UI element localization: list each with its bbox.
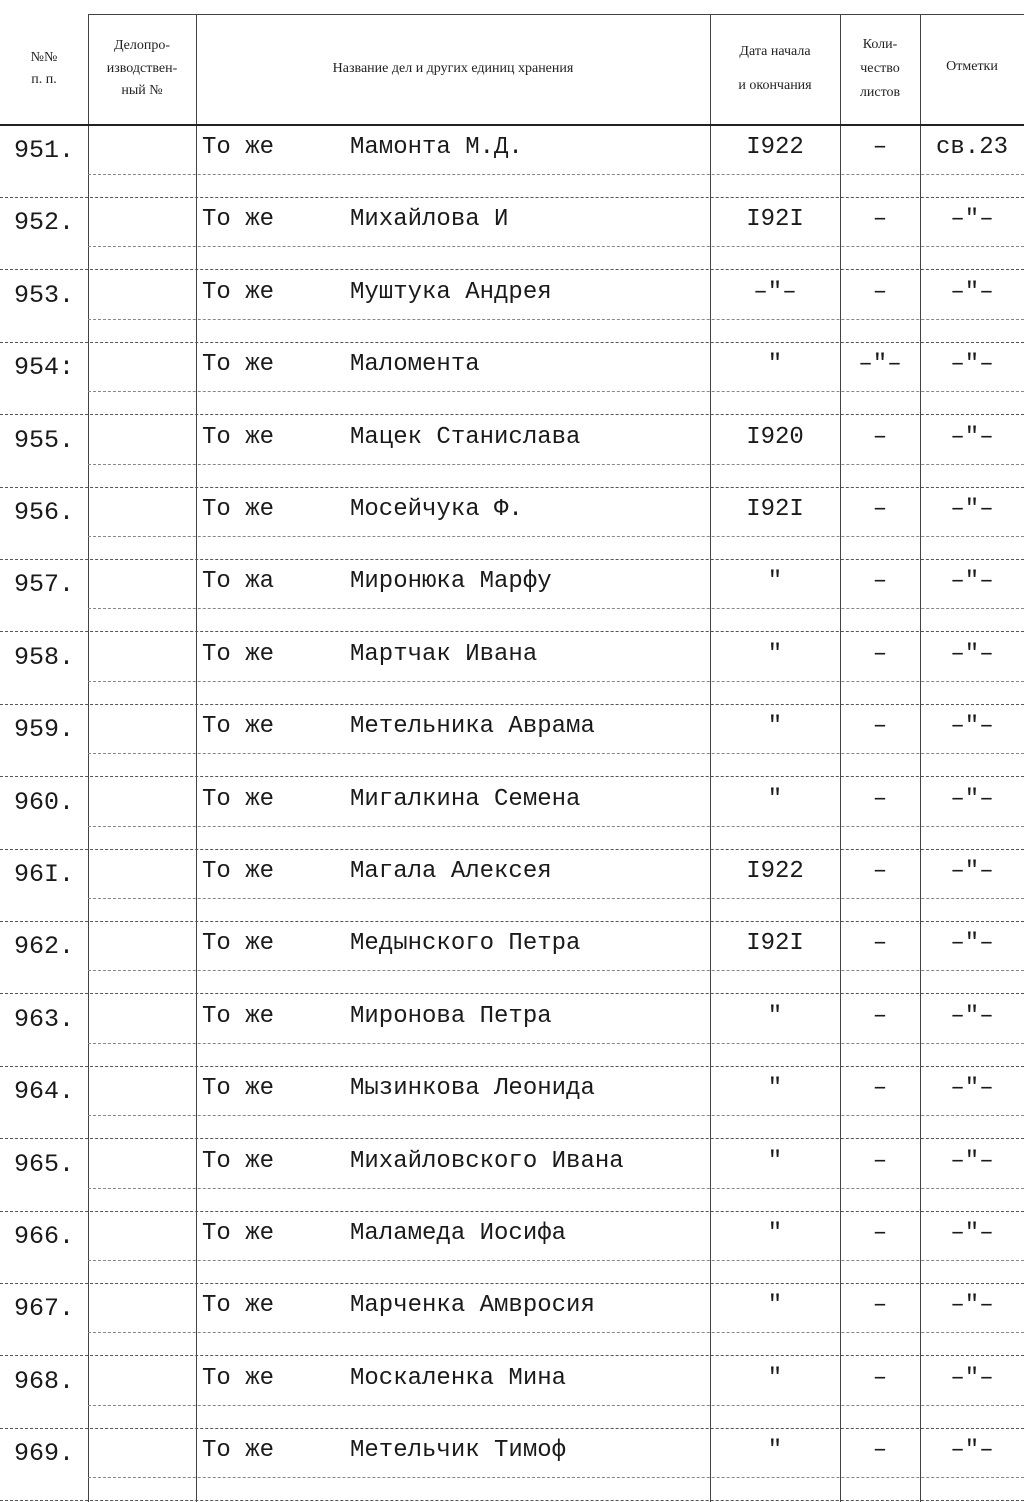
row-note: –"– bbox=[950, 351, 994, 379]
row-name: Магала Алексея bbox=[350, 858, 552, 885]
row-note: св.23 bbox=[935, 134, 1008, 161]
row-name: Метельника Аврама bbox=[350, 713, 595, 741]
row-date: " bbox=[767, 1147, 783, 1175]
row-sheet-count: – bbox=[872, 496, 888, 523]
row-date: " bbox=[767, 640, 783, 668]
row-date: " bbox=[767, 1002, 783, 1030]
row-prefix: То же bbox=[202, 785, 275, 813]
row-number: 954: bbox=[14, 353, 75, 383]
row-guide-line bbox=[88, 1260, 1024, 1261]
row-prefix: То же bbox=[202, 1075, 275, 1103]
table-row bbox=[0, 995, 1024, 1067]
row-note: –"– bbox=[950, 1292, 994, 1320]
row-name: Мамонта М.Д. bbox=[350, 134, 523, 161]
row-date: I920 bbox=[746, 423, 804, 451]
row-guide-line bbox=[88, 174, 1024, 175]
row-date: " bbox=[767, 1220, 783, 1247]
row-prefix: То же bbox=[202, 278, 275, 306]
row-name: Муштука Андрея bbox=[350, 278, 552, 306]
row-name: Михайловского Ивана bbox=[350, 1147, 624, 1175]
header-notes: Отметки bbox=[946, 59, 998, 74]
row-sheet-count: – bbox=[872, 1437, 888, 1465]
row-note: –"– bbox=[950, 1364, 994, 1392]
row-sheet-count: –"– bbox=[858, 351, 902, 379]
row-prefix: То жа bbox=[202, 568, 275, 596]
row-sheet-count: – bbox=[872, 640, 888, 668]
row-note: –"– bbox=[950, 568, 994, 596]
row-date: –"– bbox=[753, 278, 797, 306]
row-date: " bbox=[767, 351, 783, 379]
row-guide-line bbox=[88, 1188, 1024, 1189]
row-sheet-count: – bbox=[872, 278, 888, 306]
header-sheet-count: Коли- чество листов bbox=[859, 37, 901, 100]
row-name: Маломента bbox=[350, 351, 480, 379]
row-note: –"– bbox=[950, 640, 994, 668]
row-guide-line bbox=[88, 898, 1024, 899]
row-prefix: То же bbox=[202, 1220, 275, 1247]
row-prefix: То же bbox=[202, 423, 275, 451]
header-office-number: Делопро- изводствен- ный № bbox=[106, 38, 178, 99]
row-sheet-count: – bbox=[872, 930, 888, 958]
row-name: Мартчак Ивана bbox=[350, 640, 538, 668]
row-number: 967. bbox=[14, 1294, 75, 1324]
row-guide-line bbox=[88, 1332, 1024, 1333]
row-guide-line bbox=[88, 1477, 1024, 1478]
row-guide-line bbox=[88, 536, 1024, 537]
row-number: 956. bbox=[14, 498, 75, 527]
row-sheet-count: – bbox=[872, 1075, 888, 1103]
row-guide-line bbox=[88, 826, 1024, 827]
row-date: I92I bbox=[746, 206, 804, 234]
row-number: 966. bbox=[14, 1222, 75, 1251]
row-name: Миронова Петра bbox=[350, 1002, 552, 1030]
row-number: 951. bbox=[14, 136, 75, 165]
row-note: –"– bbox=[950, 1075, 994, 1103]
row-sheet-count: – bbox=[872, 858, 888, 885]
row-note: –"– bbox=[950, 423, 994, 451]
row-number: 957. bbox=[14, 570, 75, 600]
row-number: 955. bbox=[14, 425, 75, 455]
row-sheet-count: – bbox=[872, 1364, 888, 1392]
row-guide-line bbox=[88, 1405, 1024, 1406]
table-row bbox=[0, 343, 1024, 415]
row-prefix: То же bbox=[202, 858, 275, 885]
row-date: " bbox=[767, 713, 783, 741]
row-number: 96I. bbox=[14, 860, 75, 889]
row-sheet-count: – bbox=[872, 1002, 888, 1030]
row-name: Мигалкина Семена bbox=[350, 785, 581, 813]
table-row bbox=[0, 488, 1024, 560]
row-date: " bbox=[767, 1364, 783, 1392]
row-prefix: То же bbox=[202, 1292, 275, 1320]
row-name: Маламеда Иосифа bbox=[350, 1220, 567, 1247]
row-sheet-count: – bbox=[872, 568, 888, 596]
row-note: –"– bbox=[950, 278, 994, 306]
table-row bbox=[0, 1357, 1024, 1429]
header-title: Название дел и других единиц хранения bbox=[332, 61, 574, 76]
row-date: I92I bbox=[746, 930, 804, 958]
row-note: –"– bbox=[950, 206, 994, 234]
table-row bbox=[0, 705, 1024, 777]
row-note: –"– bbox=[950, 496, 994, 523]
row-guide-line bbox=[88, 608, 1024, 609]
row-sheet-count: – bbox=[872, 785, 888, 813]
table-row bbox=[0, 271, 1024, 343]
table-row bbox=[0, 1140, 1024, 1212]
row-date: I922 bbox=[746, 134, 804, 161]
row-prefix: То же bbox=[202, 1437, 275, 1465]
row-guide-line bbox=[88, 753, 1024, 754]
row-date: " bbox=[767, 1437, 783, 1465]
row-date: " bbox=[767, 785, 783, 813]
row-sheet-count: – bbox=[872, 206, 888, 234]
row-prefix: То же bbox=[202, 206, 275, 234]
row-number: 958. bbox=[14, 642, 75, 672]
row-note: –"– bbox=[950, 930, 994, 958]
row-name: Михайлова И bbox=[350, 206, 509, 234]
row-number: 960. bbox=[14, 787, 75, 817]
header-number: №№ п. п. bbox=[30, 49, 58, 87]
row-guide-line bbox=[88, 464, 1024, 465]
row-number: 968. bbox=[14, 1366, 75, 1396]
row-guide-line bbox=[88, 1115, 1024, 1116]
row-prefix: То же bbox=[202, 1364, 275, 1392]
row-number: 963. bbox=[14, 1004, 75, 1034]
row-prefix: То же bbox=[202, 640, 275, 668]
row-date: " bbox=[767, 1292, 783, 1320]
row-prefix: То же bbox=[202, 134, 275, 161]
table-row bbox=[0, 778, 1024, 850]
row-sheet-count: – bbox=[872, 1292, 888, 1320]
table-row bbox=[0, 416, 1024, 488]
row-name: Миронюка Марфу bbox=[350, 568, 552, 596]
row-name: Мызинкова Леонида bbox=[350, 1075, 595, 1103]
row-date: I922 bbox=[746, 858, 804, 885]
row-note: –"– bbox=[950, 858, 994, 885]
row-name: Мосейчука Ф. bbox=[350, 496, 523, 523]
table-row bbox=[0, 633, 1024, 705]
row-note: –"– bbox=[950, 1220, 994, 1247]
row-note: –"– bbox=[950, 1147, 994, 1175]
row-number: 953. bbox=[14, 280, 75, 310]
row-sheet-count: – bbox=[872, 1147, 888, 1175]
table-row bbox=[0, 126, 1024, 198]
row-name: Москаленка Мина bbox=[350, 1364, 567, 1392]
row-sheet-count: – bbox=[872, 134, 888, 161]
table-row bbox=[0, 1212, 1024, 1284]
row-name: Медынского Петра bbox=[350, 930, 581, 958]
row-prefix: То же bbox=[202, 351, 275, 379]
row-guide-line bbox=[88, 970, 1024, 971]
row-date: " bbox=[767, 1075, 783, 1103]
row-number: 964. bbox=[14, 1077, 75, 1107]
row-note: –"– bbox=[950, 1002, 994, 1030]
row-number: 969. bbox=[14, 1439, 75, 1469]
row-name: Мацек Станислава bbox=[350, 423, 581, 451]
row-number: 952. bbox=[14, 208, 75, 238]
row-guide-line bbox=[88, 1043, 1024, 1044]
row-guide-line bbox=[88, 246, 1024, 247]
row-prefix: То же bbox=[202, 496, 275, 523]
table-row bbox=[0, 560, 1024, 632]
header-dates: Дата начала и окончания bbox=[738, 44, 812, 93]
row-prefix: То же bbox=[202, 1147, 275, 1175]
row-note: –"– bbox=[950, 785, 994, 813]
table-row bbox=[0, 198, 1024, 270]
row-number: 959. bbox=[14, 715, 75, 745]
row-name: Марченка Амвросия bbox=[350, 1292, 595, 1320]
table-row bbox=[0, 1429, 1024, 1501]
row-date: I92I bbox=[746, 496, 804, 523]
row-guide-line bbox=[88, 681, 1024, 682]
table-row bbox=[0, 922, 1024, 994]
row-prefix: То же bbox=[202, 1002, 275, 1030]
row-sheet-count: – bbox=[872, 423, 888, 451]
table-row bbox=[0, 850, 1024, 922]
row-note: –"– bbox=[950, 713, 994, 741]
row-guide-line bbox=[88, 319, 1024, 320]
row-sheet-count: – bbox=[872, 713, 888, 741]
row-note: –"– bbox=[950, 1437, 994, 1465]
row-prefix: То же bbox=[202, 713, 275, 741]
row-sheet-count: – bbox=[872, 1220, 888, 1247]
row-prefix: То же bbox=[202, 930, 275, 958]
row-number: 965. bbox=[14, 1149, 75, 1179]
row-date: " bbox=[767, 568, 783, 596]
table-row bbox=[0, 1067, 1024, 1139]
row-number: 962. bbox=[14, 932, 75, 962]
row-name: Метельчик Тимоф bbox=[350, 1437, 567, 1465]
row-guide-line bbox=[88, 391, 1024, 392]
table-row bbox=[0, 1284, 1024, 1356]
